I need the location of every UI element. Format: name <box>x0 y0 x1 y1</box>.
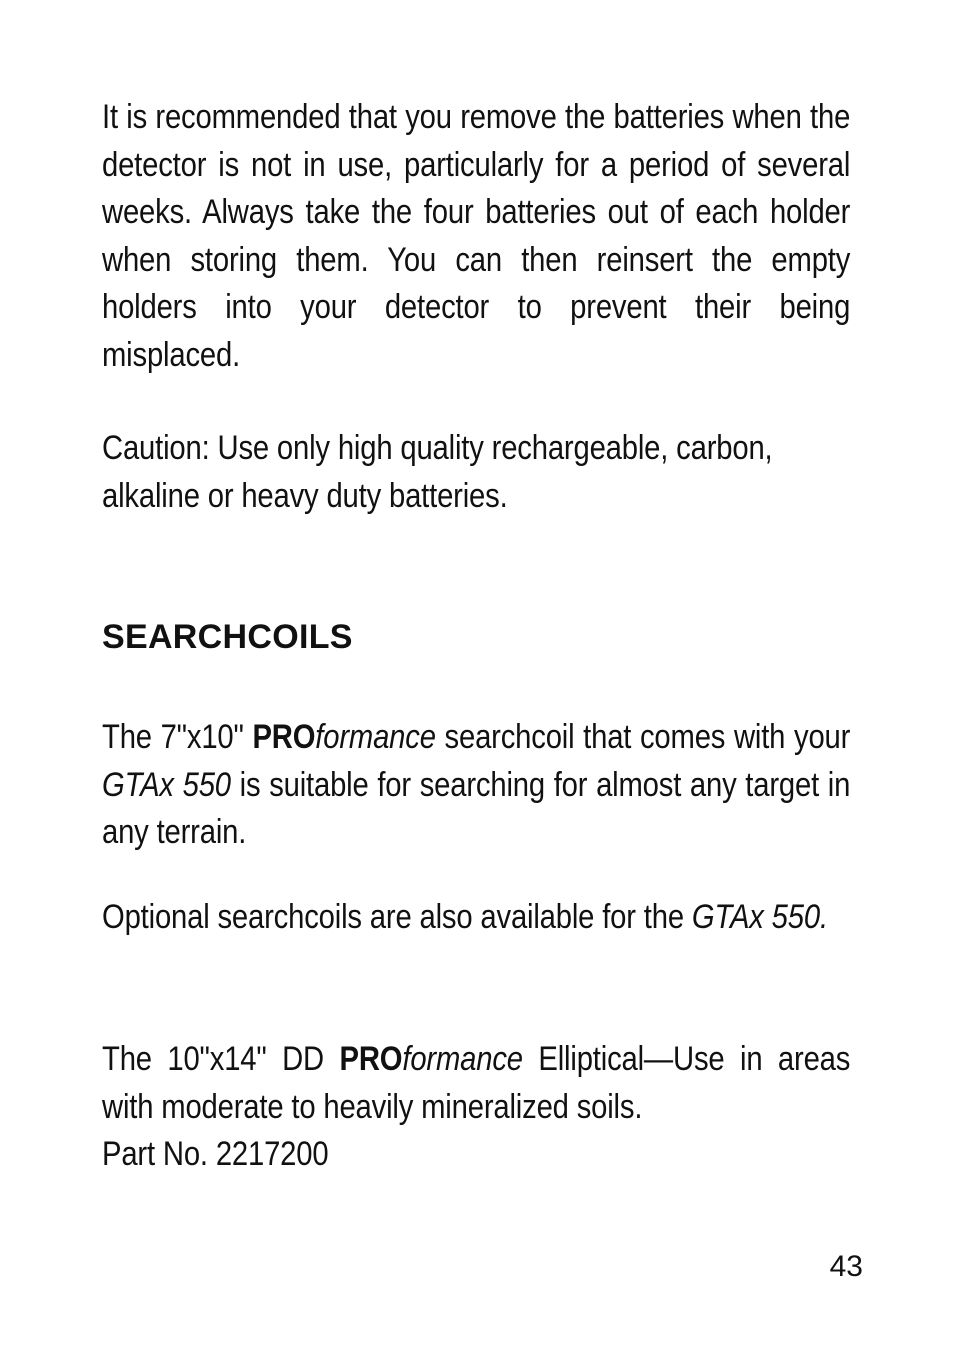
caution-text: Use only high quality rechargeable, carbon, alkaline or heavy duty batteries. <box>102 429 773 515</box>
brand-pro: PRO <box>252 718 316 756</box>
caution-label: Caution: <box>102 429 210 467</box>
dd-brand-formance: formance <box>402 1040 523 1078</box>
coil-text-1: The 7"x10" <box>102 718 253 756</box>
dd-text-2: Elliptical—Use in areas with moderate to heavily mineralized soils. <box>102 1040 851 1126</box>
dd-part-number: Part No. 2217200 <box>102 1135 329 1173</box>
dd-text-1: The 10"x14" DD <box>102 1040 340 1078</box>
coil-text-2: searchcoil that comes with your <box>435 718 851 756</box>
caution-paragraph <box>102 425 850 520</box>
optional-model-name: GTAx 550. <box>691 898 828 936</box>
standard-coil-paragraph <box>102 714 850 857</box>
coil-text-3: is suitable for searching for almost any target in any terrain. <box>102 765 851 851</box>
dd-coil-paragraph <box>102 1036 850 1179</box>
model-name: GTAx 550 <box>102 765 231 804</box>
brand-formance: formance <box>315 718 436 756</box>
manual-page <box>102 94 851 1173</box>
optional-text: Optional searchcoils are also available for the <box>102 898 692 936</box>
page-number: 43 <box>829 1250 863 1283</box>
battery-removal-paragraph: It is recommended that you remove the batteries when the detector is not in use, particularly for a period of several weeks. Always take the four batteries out of each holder when storing them. You can then reinsert the empty holders into your detector to prevent their being misplaced. <box>102 98 851 374</box>
searchcoils-heading: SEARCHCOILS <box>102 618 353 656</box>
dd-brand-pro: PRO <box>339 1040 403 1078</box>
optional-coils-paragraph <box>102 894 850 942</box>
